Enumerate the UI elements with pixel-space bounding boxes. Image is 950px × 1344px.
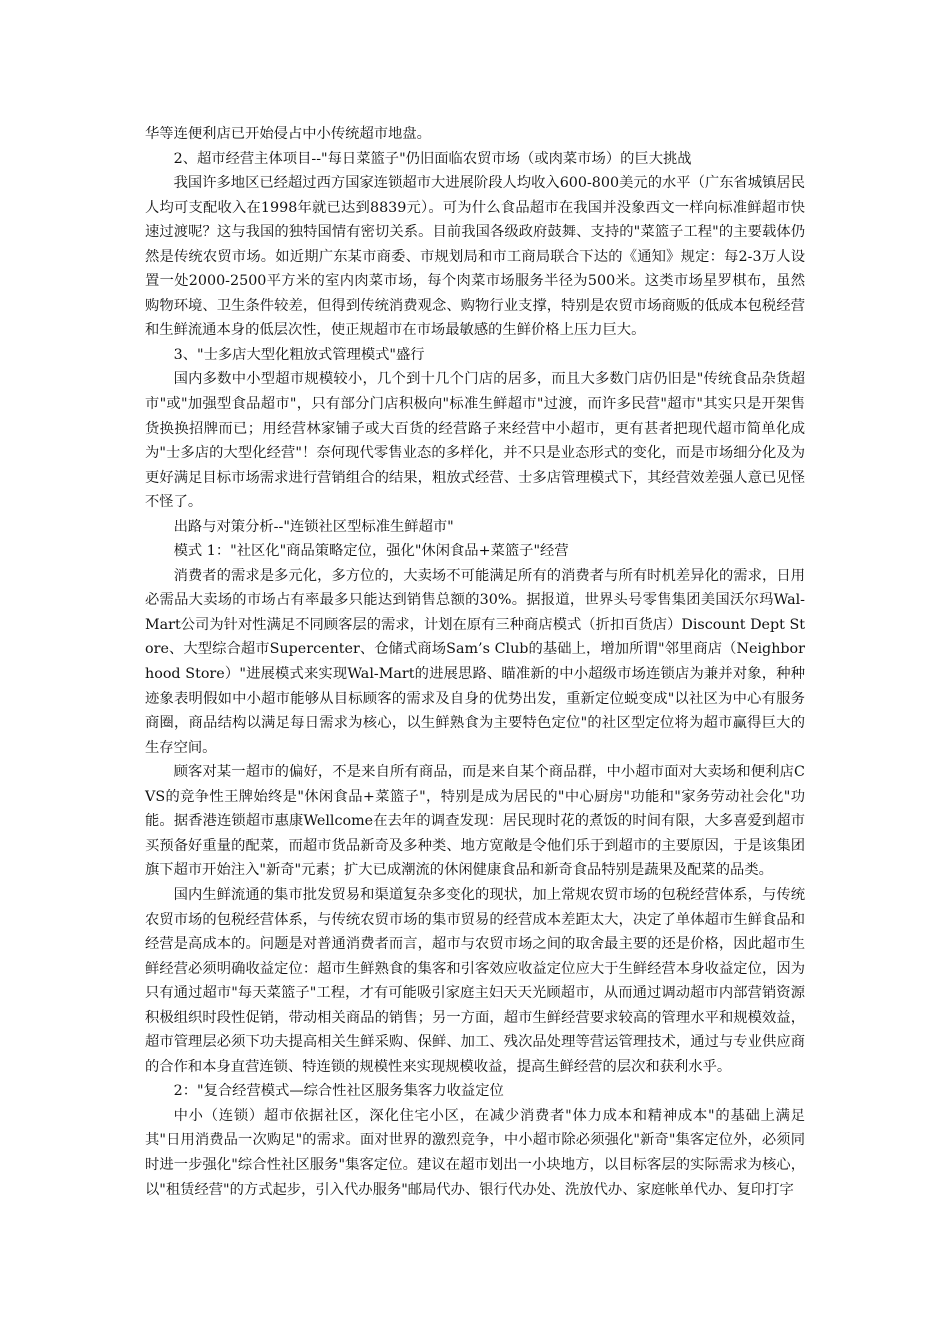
paragraph-intro: 华等连便利店已开始侵占中小传统超市地盘。: [145, 126, 431, 142]
paragraph-mode-1-a: 消费者的需求是多元化，多方位的，大卖场不可能满足所有的消费者与所有时机差异化的需求，日用必需品大卖场的市场占有率最多只能达到销售总额的30%。据报道，世界头号零售集团美国沃尔玛Wal-Mart公司为针对性满足不同顾客层的需求，计划在原有三种商店模式（折扣百货店）Discount Dept Store、大型综合超市Supercenter、仓储式商场Sam’s Club的基础上，增加所谓"邻里商店（Neighborhood Store）"进展模式来实现Wal-Mart的进展思路、瞄准新的中小超级市场连锁店为兼并对象，种种迹象表明假如中小超市能够从目标顾客的需求及自身的优势出发，重新定位蜕变成"以社区为中心有服务商圈，商品结构以满足每日需求为核心，以生鲜熟食为主要特色定位"的社区型定位将为超市赢得巨大的生存空间。: [145, 567, 805, 756]
document-page: [145, 122, 805, 1202]
paragraph-mode-2: 中小（连锁）超市依据社区，深化住宅小区，在减少消费者"体力成本和精神成本"的基础上满足其"日用消费品一次购足"的需求。面对世界的激烈竞争，中小超市除必须强化"新奇"集客定位外，必须同时进一步强化"综合性社区服务"集客定位。建议在超市划出一小块地方，以目标客层的实际需求为核心，以"租赁经营"的方式起步，引入代办服务"邮局代办、银行代办处、洗放代办、家庭帐单代办、复印打字: [145, 1107, 805, 1198]
paragraph-mode-1-c: 国内生鲜流通的集市批发贸易和渠道复杂多变化的现状，加上常规农贸市场的包税经营体系，与传统农贸市场的包税经营体系，与传统农贸市场的集市贸易的经营成本差距太大，决定了单体超市生鲜食品和经营是高成本的。问题是对普通消费者而言，超市与农贸市场之间的取舍最主要的还是价格，因此超市生鲜经营必须明确收益定位：超市生鲜熟食的集客和引客效应收益定位应大于生鲜经营本身收益定位，因为只有通过超市"每天菜篮子"工程，才有可能吸引家庭主妇天天光顾超市，从而通过调动超市内部营销资源积极组织时段性促销，带动相关商品的销售；另一方面，超市生鲜经营要求较高的管理水平和规模效益，超市管理层必须下功夫提高相关生鲜采购、保鲜、加工、残次品处理等营运管理技术，通过与专业供应商的合作和本身直营连锁、特连锁的规模性来实现规模收益，提高生鲜经营的层次和获利水乎。: [145, 886, 805, 1075]
section-heading-analysis: 出路与对策分析--"连锁社区型标准生鲜超市": [173, 518, 454, 535]
paragraph-section-3: 国内多数中小型超市规模较小，几个到十几个门店的居多，而且大多数门店仍旧是"传统食品杂货超市"或"加强型食品超市"，只有部分门店积极向"标准生鲜超市"过渡，而许多民营"超市"其实只是开架售货换换招牌而已；用经营林家铺子或大百货的经营路子来经营中小超市，更有甚者把现代超市简单化成为"士多店的大型化经营"！奈何现代零售业态的多样化，并不只是业态形式的变化，而是市场细分化及为更好满足目标市场需求进行营销组合的结果，粗放式经营、士多店管理模式下，其经营效差强人意已见怪不怪了。: [145, 371, 805, 511]
paragraph-mode-1-b: 顾客对某一超市的偏好，不是来自所有商品，而是来自某个商品群，中小超市面对大卖场和便利店CVS的竞争性王牌始终是"休闲食品+菜篮子"，特别是成为居民的"中心厨房"功能和"家务劳动社会化"功能。据香港连锁超市惠康Wellcome在去年的调查发现：居民现时花的煮饭的时间有限，大多喜爱到超市买预备好重量的配菜，而超市货品新奇及多种类、地方宽敞是令他们乐于到超市的主要原因，于是该集团旗下超市开始注入"新奇"元素；扩大已成潮流的休闲健康食品和新奇食品特别是蔬果及配菜的品类。: [145, 764, 805, 879]
paragraph-section-2: 我国许多地区已经超过西方国家连锁超市大进展阶段人均收入600-800美元的水平（广东省城镇居民人均可支配收入在1998年就已达到8839元）。可为什么食品超市在我国并没象西文一样向标准鲜超市快速过渡呢？这与我国的独特国情有密切关系。目前我国各级政府鼓舞、支持的"菜篮子工程"的主要载体仍然是传统农贸市场。如近期广东某市商委、市规划局和市工商局联合下达的《通知》规定：每2-3万人设置一处2000-2500平方米的室内肉菜市场，每个肉菜市场服务半径为500米。这类市场星罗棋布，虽然购物环境、卫生条件较差，但得到传统消费观念、购物行业支撑，特别是农贸市场商贩的低成本包税经营和生鲜流通本身的低层次性，使正规超市在市场最敏感的生鲜价格上压力巨大。: [145, 175, 805, 339]
section-heading-mode-2: 2："复合经营模式—综合性社区服务集客力收益定位: [173, 1083, 504, 1100]
section-heading-2: 2、超市经营主体项目--"每日菜篮子"仍旧面临农贸市场（或肉菜市场）的巨大挑战: [173, 150, 692, 167]
section-heading-mode-1: 模式 1："社区化"商品策略定位，强化"休闲食品+菜篮子"经营: [173, 543, 569, 560]
section-heading-3: 3、"士多店大型化粗放式管理模式"盛行: [173, 346, 425, 363]
